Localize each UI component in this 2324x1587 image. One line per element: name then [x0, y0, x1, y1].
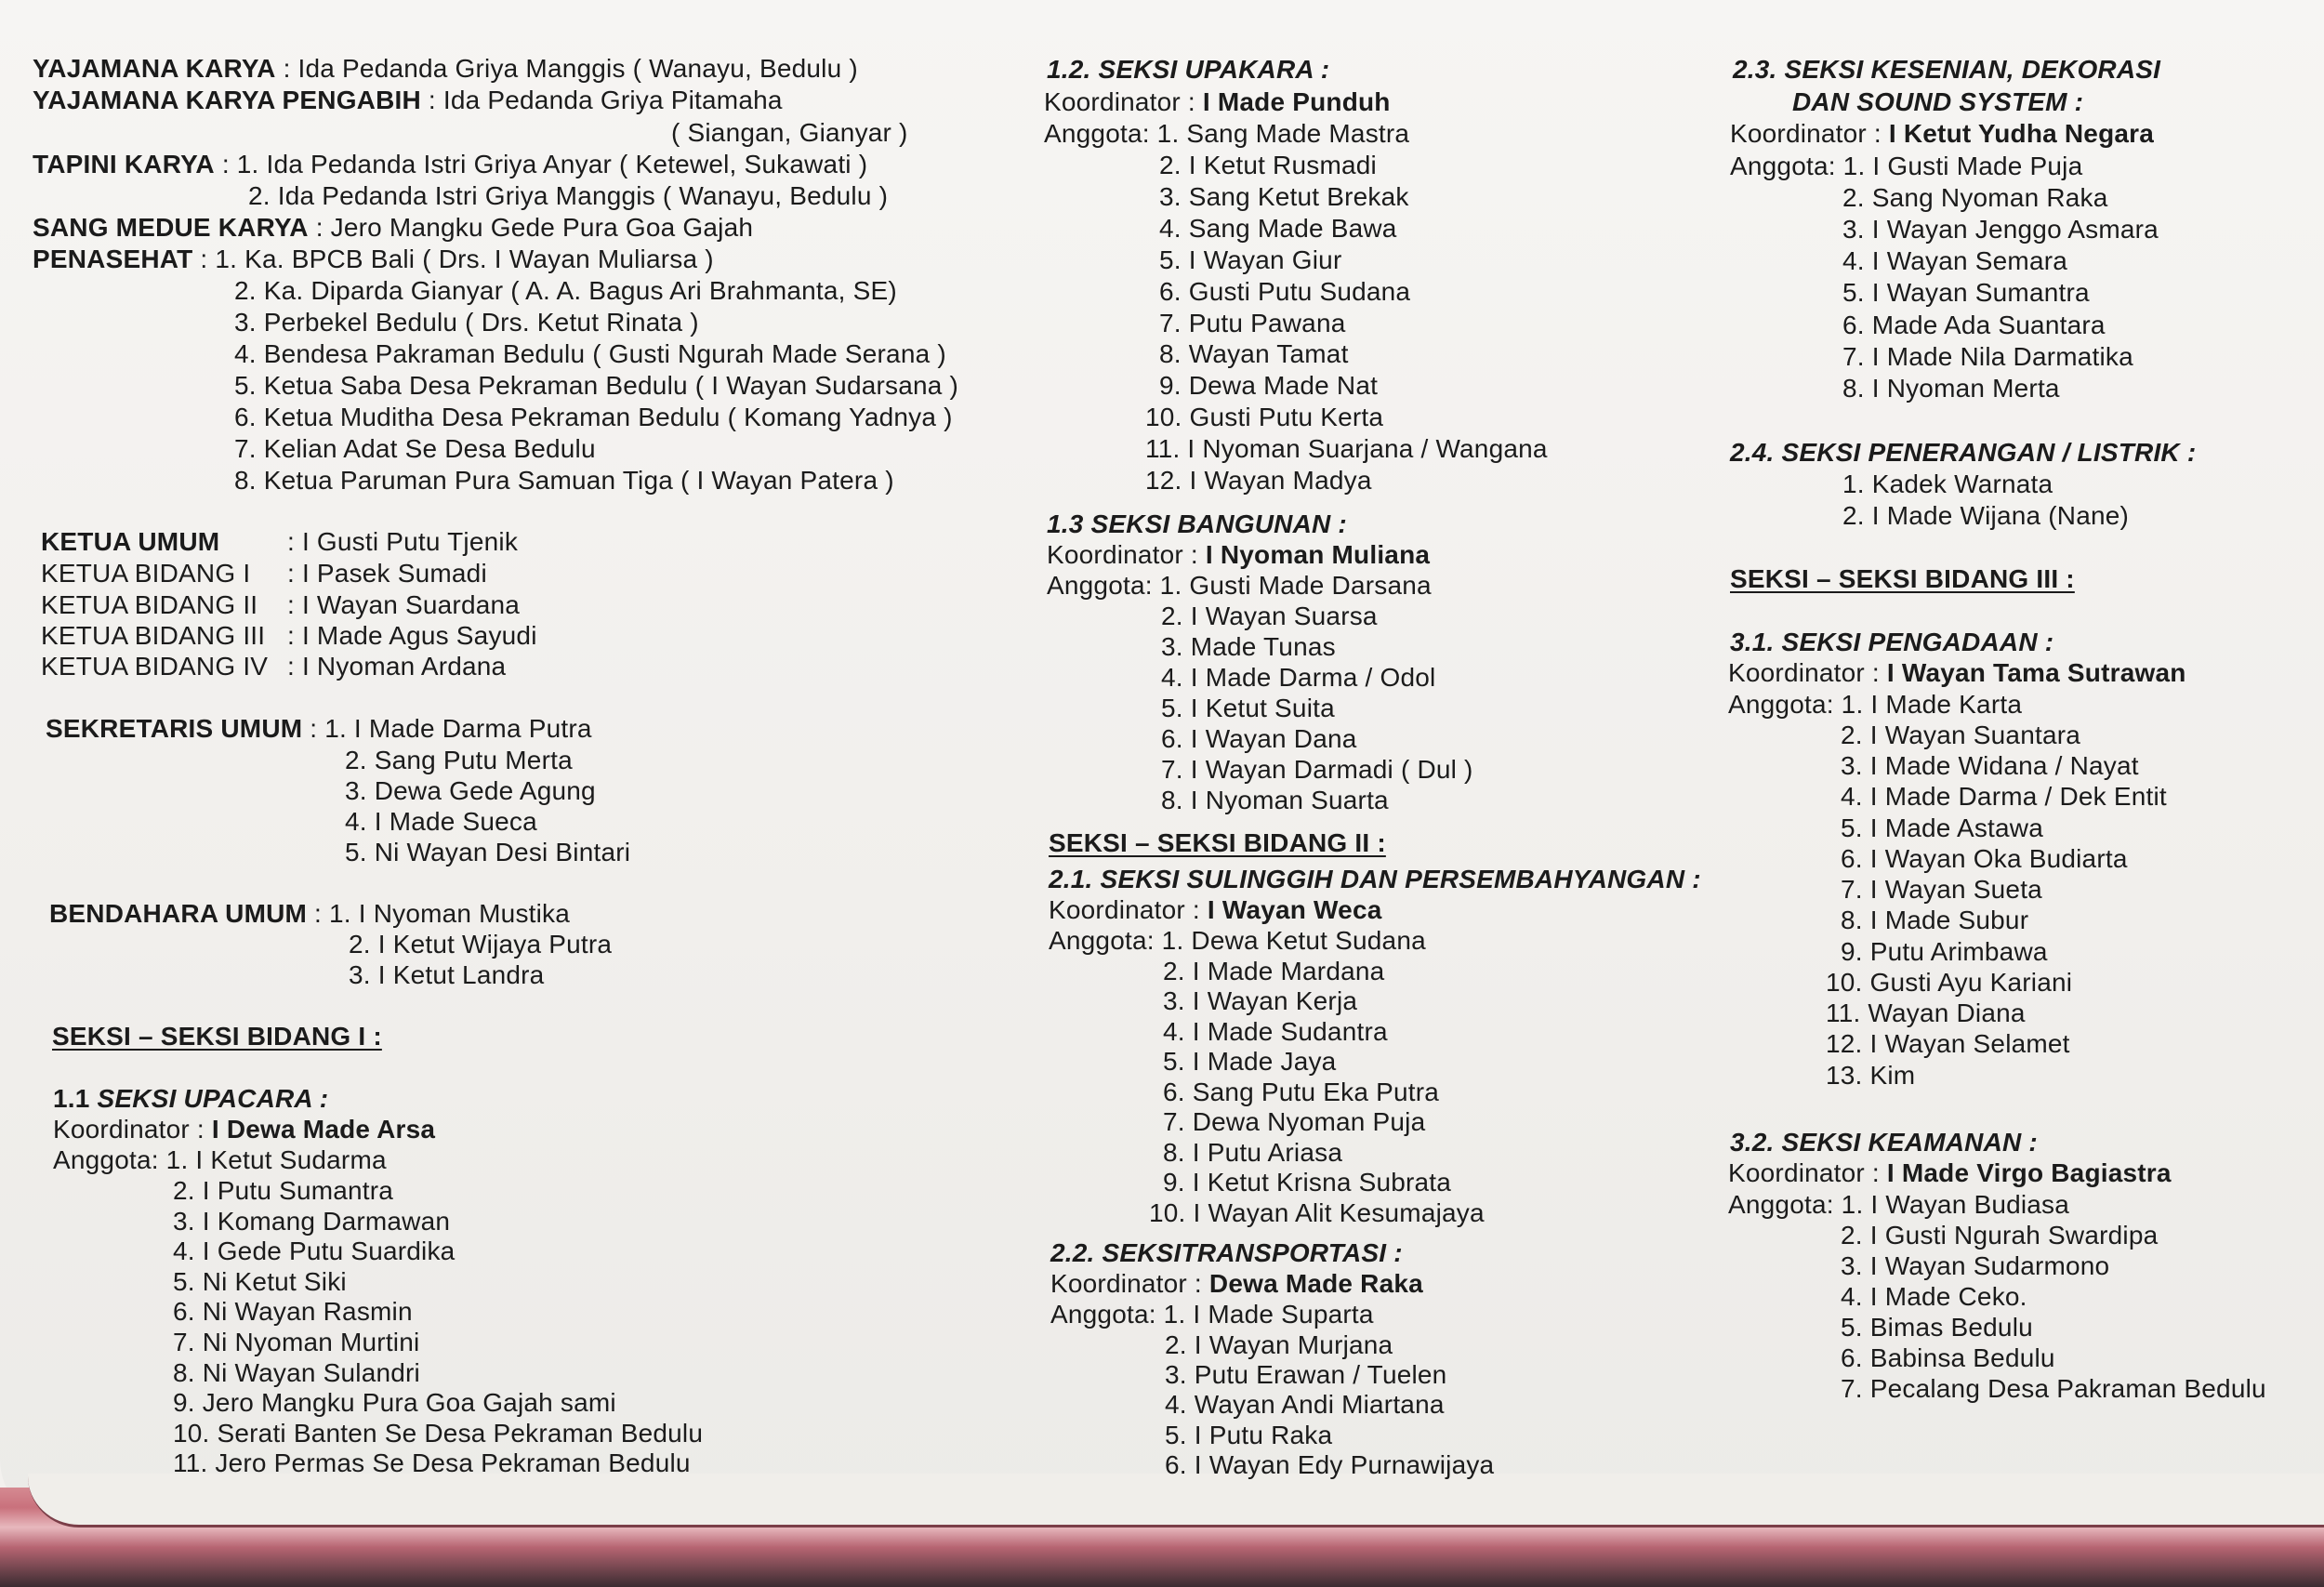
kesenian-item: 7. I Made Nila Darmatika [1842, 342, 2133, 371]
pengadaan-item: 4. I Made Darma / Dek Entit [1841, 782, 2167, 811]
transport-item: 2. I Wayan Murjana [1165, 1330, 1393, 1359]
upacara-item: 8. Ni Wayan Sulandri [173, 1358, 420, 1387]
pengadaan-item: 7. I Wayan Sueta [1841, 875, 2042, 904]
sekretaris-item: 5. Ni Wayan Desi Bintari [345, 838, 631, 866]
sang-medue-label: SANG MEDUE KARYA [33, 213, 309, 242]
bangunan-item: 5. I Ketut Suita [1161, 694, 1335, 722]
ketua-umum-line [41, 526, 518, 558]
upacara-item: 6. Ni Wayan Rasmin [173, 1297, 413, 1326]
sulinggih-item: 7. Dewa Nyoman Puja [1163, 1107, 1426, 1136]
upacara-heading [53, 1083, 328, 1115]
ketua-bidang-line [41, 558, 487, 589]
sekretaris-first: : 1. I Made Darma Putra [302, 714, 592, 743]
ketua-value: I Made Agus Sayudi [301, 621, 537, 650]
sekretaris-label: SEKRETARIS UMUM [46, 714, 303, 743]
bendahara-item: 3. I Ketut Landra [349, 960, 545, 989]
penasehat-item: 3. Perbekel Bedulu ( Drs. Ketut Rinata ) [234, 308, 699, 337]
ketua-label: KETUA BIDANG I [41, 559, 251, 588]
keamanan-item: 6. Babinsa Bedulu [1841, 1343, 2055, 1372]
yajamana-pengabih-cont: ( Siangan, Gianyar ) [671, 118, 908, 147]
keamanan-item: 7. Pecalang Desa Pakraman Bedulu [1841, 1374, 2266, 1403]
transport-item: 4. Wayan Andi Miartana [1165, 1390, 1445, 1419]
pengadaan-item: 13. Kim [1826, 1061, 1916, 1090]
upacara-title: SEKSI UPACARA : [97, 1084, 329, 1113]
upakara-anggota-first: Anggota: 1. Sang Made Mastra [1044, 119, 1410, 148]
kesenian-item: 3. I Wayan Jenggo Asmara [1842, 215, 2159, 244]
upakara-item: 5. I Wayan Giur [1159, 245, 1342, 274]
sulinggih-item: 5. I Made Jaya [1163, 1047, 1337, 1076]
kesenian-item: 8. I Nyoman Merta [1842, 374, 2060, 403]
kesenian-heading: 2.3. SEKSI KESENIAN, DEKORASI [1733, 55, 2161, 84]
upacara-item: 11. Jero Permas Se Desa Pekraman Bedulu [173, 1448, 691, 1477]
kesenian-item: 2. Sang Nyoman Raka [1842, 183, 2108, 212]
pengadaan-item: 12. I Wayan Selamet [1826, 1029, 2070, 1058]
sulinggih-item: 10. I Wayan Alit Kesumajaya [1149, 1198, 1485, 1227]
sulinggih-item: 6. Sang Putu Eka Putra [1163, 1078, 1440, 1106]
koordinator-name: Dewa Made Raka [1208, 1269, 1423, 1298]
tapini-karya-cont: 2. Ida Pedanda Istri Griya Manggis ( Wanayu, Bedulu ) [248, 181, 889, 210]
bangunan-item: 7. I Wayan Darmadi ( Dul ) [1161, 755, 1473, 784]
penasehat-item: 7. Kelian Adat Se Desa Bedulu [234, 434, 596, 463]
ketua-sep: : [287, 652, 295, 681]
tapini-karya-value: : 1. Ida Pedanda Istri Griya Anyar ( Ketewel, Sukawati ) [214, 150, 868, 179]
upakara-item: 6. Gusti Putu Sudana [1159, 277, 1411, 306]
koordinator-label: Koordinator : [53, 1115, 212, 1144]
yajamana-karya-value: : Ida Pedanda Griya Manggis ( Wanayu, Bedulu ) [275, 54, 858, 83]
pengadaan-anggota-first: Anggota: 1. I Made Karta [1728, 690, 2023, 719]
bangunan-item: 2. I Wayan Suarsa [1161, 602, 1378, 630]
ketua-label: KETUA UMUM [41, 527, 220, 556]
sulinggih-koordinator [1049, 894, 1382, 926]
koordinator-name: I Made Virgo Bagiastra [1886, 1158, 2172, 1187]
koordinator-name: I Wayan Weca [1207, 895, 1382, 924]
koordinator-label: Koordinator : [1728, 658, 1887, 687]
koordinator-name: I Made Punduh [1202, 87, 1391, 116]
yajamana-karya-label: YAJAMANA KARYA [33, 54, 276, 83]
keamanan-heading: 3.2. SEKSI KEAMANAN : [1730, 1128, 2038, 1157]
keamanan-item: 4. I Made Ceko. [1841, 1282, 2027, 1311]
penasehat-item: 8. Ketua Paruman Pura Samuan Tiga ( I Wayan Patera ) [234, 466, 894, 495]
kesenian-heading-2: DAN SOUND SYSTEM : [1792, 87, 2084, 116]
transport-item: 6. I Wayan Edy Purnawijaya [1165, 1450, 1495, 1479]
keamanan-item: 2. I Gusti Ngurah Swardipa [1841, 1221, 2159, 1250]
panel-bottom-edge [28, 1474, 2324, 1527]
koordinator-name: I Wayan Tama Sutrawan [1886, 658, 2186, 687]
ketua-label: KETUA BIDANG IV [41, 652, 269, 681]
sekretaris-item: 4. I Made Sueca [345, 807, 537, 836]
pengadaan-item: 5. I Made Astawa [1841, 813, 2043, 842]
koordinator-name: I Ketut Yudha Negara [1888, 119, 2155, 148]
kesenian-koordinator [1730, 118, 2154, 150]
yajamana-pengabih-line [33, 85, 783, 116]
upakara-item: 10. Gusti Putu Kerta [1145, 403, 1384, 431]
transport-item: 3. Putu Erawan / Tuelen [1165, 1360, 1447, 1389]
koordinator-label: Koordinator : [1047, 540, 1206, 569]
bendahara-label: BENDAHARA UMUM [49, 899, 308, 928]
upakara-item: 3. Sang Ketut Brekak [1159, 182, 1409, 211]
sekretaris-item: 3. Dewa Gede Agung [345, 776, 596, 805]
pengadaan-item: 11. Wayan Diana [1826, 998, 2026, 1027]
keamanan-anggota-first: Anggota: 1. I Wayan Budiasa [1728, 1190, 2070, 1219]
sulinggih-item: 8. I Putu Ariasa [1163, 1138, 1343, 1167]
bidang-1-heading: SEKSI – SEKSI BIDANG I : [52, 1022, 382, 1051]
ketua-label: KETUA BIDANG II [41, 590, 258, 619]
upacara-koordinator [53, 1114, 435, 1145]
koordinator-name: I Nyoman Muliana [1205, 540, 1431, 569]
ketua-bidang-line [41, 620, 537, 652]
penasehat-item: 5. Ketua Saba Desa Pekraman Bedulu ( I Wayan Sudarsana ) [234, 371, 959, 400]
ketua-value: I Wayan Suardana [301, 590, 521, 619]
ketua-bidang-line [41, 589, 520, 621]
ketua-value: I Gusti Putu Tjenik [301, 527, 519, 556]
upakara-item: 7. Putu Pawana [1159, 309, 1346, 337]
pengadaan-heading: 3.1. SEKSI PENGADAAN : [1730, 628, 2054, 656]
upacara-item: 9. Jero Mangku Pura Goa Gajah sami [173, 1388, 616, 1417]
penerangan-item: 1. Kadek Warnata [1842, 469, 2053, 498]
pengadaan-item: 2. I Wayan Suantara [1841, 721, 2081, 749]
upakara-koordinator [1044, 86, 1391, 118]
bidang-3-heading: SEKSI – SEKSI BIDANG III : [1730, 564, 2075, 593]
yajamana-karya-line [33, 53, 858, 85]
bendahara-item: 2. I Ketut Wijaya Putra [349, 930, 613, 959]
bangunan-item: 3. Made Tunas [1161, 632, 1336, 661]
penasehat-item: 4. Bendesa Pakraman Bedulu ( Gusti Ngurah Made Serana ) [234, 339, 946, 368]
sulinggih-item: 4. I Made Sudantra [1163, 1017, 1388, 1046]
yajamana-pengabih-value: : Ida Pedanda Griya Pitamaha [420, 86, 783, 114]
penasehat-label: PENASEHAT [33, 245, 193, 273]
penasehat-first: : 1. Ka. BPCB Bali ( Drs. I Wayan Muliarsa ) [192, 245, 714, 273]
sulinggih-item: 3. I Wayan Kerja [1163, 986, 1358, 1015]
bangunan-item: 6. I Wayan Dana [1161, 724, 1357, 753]
pengadaan-koordinator [1728, 657, 2186, 689]
upakara-item: 9. Dewa Made Nat [1159, 371, 1379, 400]
sulinggih-item: 2. I Made Mardana [1163, 957, 1385, 985]
upacara-item: 2. I Putu Sumantra [173, 1176, 394, 1205]
penasehat-item: 6. Ketua Muditha Desa Pekraman Bedulu ( Komang Yadnya ) [234, 403, 953, 431]
upakara-item: 8. Wayan Tamat [1159, 339, 1349, 368]
penerangan-heading: 2.4. SEKSI PENERANGAN / LISTRIK : [1730, 438, 2197, 467]
upacara-anggota-first: Anggota: 1. I Ketut Sudarma [53, 1145, 387, 1174]
penerangan-item: 2. I Made Wijana (Nane) [1842, 501, 2130, 530]
kesenian-anggota-first: Anggota: 1. I Gusti Made Puja [1730, 152, 2083, 180]
pengadaan-item: 6. I Wayan Oka Budiarta [1841, 844, 2128, 873]
pengadaan-item: 8. I Made Subur [1841, 906, 2029, 934]
transport-koordinator [1050, 1268, 1423, 1300]
sang-medue-line [33, 212, 753, 244]
upakara-item: 4. Sang Made Bawa [1159, 214, 1397, 243]
koordinator-label: Koordinator : [1044, 87, 1203, 116]
bidang-2-heading: SEKSI – SEKSI BIDANG II : [1049, 828, 1386, 857]
bangunan-anggota-first: Anggota: 1. Gusti Made Darsana [1047, 571, 1432, 600]
upakara-item: 11. I Nyoman Suarjana / Wangana [1145, 434, 1548, 463]
ketua-bidang-line [41, 651, 506, 682]
ketua-value: I Pasek Sumadi [301, 559, 487, 588]
transport-heading: 2.2. SEKSITRANSPORTASI : [1050, 1238, 1403, 1267]
transport-anggota-first: Anggota: 1. I Made Suparta [1050, 1300, 1374, 1329]
pengadaan-item: 9. Putu Arimbawa [1841, 937, 2048, 966]
keamanan-koordinator [1728, 1157, 2172, 1189]
upakara-item: 12. I Wayan Madya [1145, 466, 1372, 495]
koordinator-name: I Dewa Made Arsa [211, 1115, 436, 1144]
tapini-karya-line [33, 149, 867, 180]
sulinggih-heading: 2.1. SEKSI SULINGGIH DAN PERSEMBAHYANGAN : [1049, 865, 1701, 893]
transport-item: 5. I Putu Raka [1165, 1421, 1333, 1449]
pengadaan-item: 10. Gusti Ayu Kariani [1826, 968, 2073, 997]
koordinator-label: Koordinator : [1050, 1269, 1209, 1298]
upacara-num: 1.1 [53, 1084, 98, 1113]
kesenian-item: 6. Made Ada Suantara [1842, 311, 2106, 339]
bangunan-koordinator [1047, 539, 1430, 571]
bangunan-item: 8. I Nyoman Suarta [1161, 786, 1389, 814]
bangunan-item: 4. I Made Darma / Odol [1161, 663, 1436, 692]
keamanan-item: 5. Bimas Bedulu [1841, 1313, 2033, 1342]
ketua-value: I Nyoman Ardana [301, 652, 507, 681]
upacara-item: 4. I Gede Putu Suardika [173, 1237, 456, 1265]
sang-medue-value: : Jero Mangku Gede Pura Goa Gajah [308, 213, 754, 242]
bendahara-first: : 1. I Nyoman Mustika [307, 899, 571, 928]
penasehat-line [33, 244, 714, 275]
bangunan-heading: 1.3 SEKSI BANGUNAN : [1047, 509, 1347, 538]
keamanan-item: 3. I Wayan Sudarmono [1841, 1251, 2110, 1280]
upacara-item: 10. Serati Banten Se Desa Pekraman Bedulu [173, 1419, 704, 1448]
upakara-heading: 1.2. SEKSI UPAKARA : [1047, 55, 1330, 84]
sekretaris-line [46, 713, 592, 745]
kesenian-item: 4. I Wayan Semara [1842, 246, 2068, 275]
kesenian-item: 5. I Wayan Sumantra [1842, 278, 2090, 307]
yajamana-pengabih-label: YAJAMANA KARYA PENGABIH [33, 86, 421, 114]
sekretaris-item: 2. Sang Putu Merta [345, 746, 573, 774]
upacara-item: 3. I Komang Darmawan [173, 1207, 451, 1236]
ketua-sep: : [287, 590, 295, 619]
upacara-item: 5. Ni Ketut Siki [173, 1267, 347, 1296]
ketua-sep: : [287, 621, 295, 650]
upacara-item: 7. Ni Nyoman Murtini [173, 1328, 420, 1356]
tapini-karya-label: TAPINI KARYA [33, 150, 215, 179]
koordinator-label: Koordinator : [1049, 895, 1208, 924]
upakara-item: 2. I Ketut Rusmadi [1159, 151, 1377, 179]
ketua-label: KETUA BIDANG III [41, 621, 266, 650]
koordinator-label: Koordinator : [1730, 119, 1889, 148]
koordinator-label: Koordinator : [1728, 1158, 1887, 1187]
bendahara-line [49, 898, 570, 930]
ketua-sep: : [287, 559, 295, 588]
sulinggih-anggota-first: Anggota: 1. Dewa Ketut Sudana [1049, 926, 1426, 955]
pengadaan-item: 3. I Made Widana / Nayat [1841, 751, 2139, 780]
sulinggih-item: 9. I Ketut Krisna Subrata [1163, 1168, 1452, 1197]
ketua-sep: : [287, 527, 295, 556]
penasehat-item: 2. Ka. Diparda Gianyar ( A. A. Bagus Ari Brahmanta, SE) [234, 276, 897, 305]
